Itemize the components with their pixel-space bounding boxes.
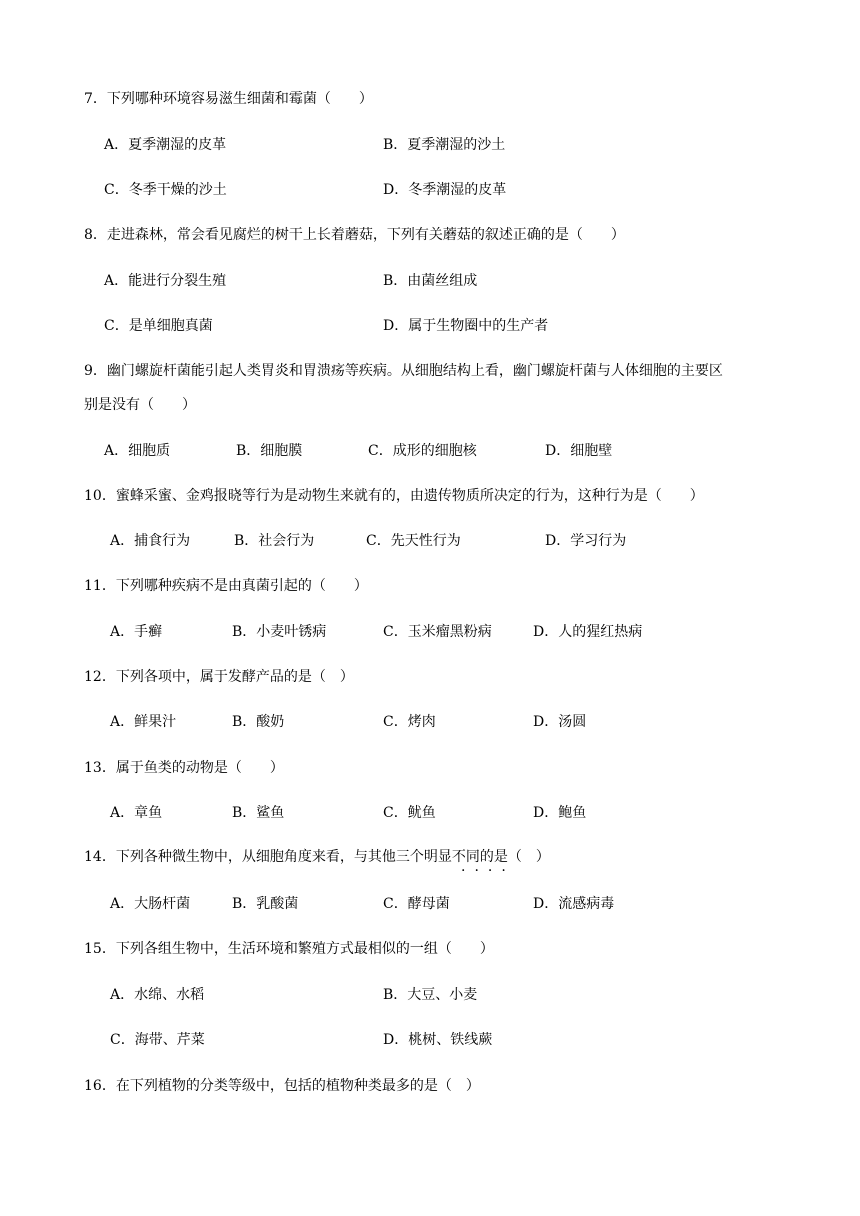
question-12-option-b: B．酸奶 [232, 714, 285, 730]
question-11-stem: 11．下列哪种疾病不是由真菌引起的（ ） [84, 578, 368, 594]
question-10-option-a: A．捕食行为 [110, 533, 191, 549]
question-9-stem-line2: 别是没有（ ） [84, 397, 196, 413]
question-10-option-b: B．社会行为 [234, 533, 315, 549]
question-15-option-d: D．桃树、铁线蕨 [383, 1032, 493, 1048]
question-13-option-a: A．章鱼 [110, 805, 163, 821]
question-12-option-d: D．汤圆 [533, 714, 587, 730]
question-14-option-a: A．大肠杆菌 [110, 896, 191, 912]
question-7-option-d: D．冬季潮湿的皮革 [383, 182, 507, 198]
question-11-option-c: C．玉米瘤黑粉病 [383, 624, 492, 640]
question-15-stem: 15．下列各组生物中，生活环境和繁殖方式最相似的一组（ ） [84, 941, 494, 957]
question-9-stem: 9．幽门螺旋杆菌能引起人类胃炎和胃溃疡等疾病。从细胞结构上看，幽门螺旋杆菌与人体细胞的主要区 [84, 363, 723, 379]
question-15-option-b: B．大豆、小麦 [383, 987, 478, 1003]
question-11-option-d: D．人的猩红热病 [533, 624, 643, 640]
question-10-stem: 10．蜜蜂采蜜、金鸡报晓等行为是动物生来就有的，由遗传物质所决定的行为，这种行为是（ ） [84, 488, 704, 504]
question-10-option-c: C．先天性行为 [366, 533, 461, 549]
question-8-stem: 8．走进森林，常会看见腐烂的树干上长着蘑菇，下列有关蘑菇的叙述正确的是（ ） [84, 227, 625, 243]
question-11-option-b: B．小麦叶锈病 [232, 624, 327, 640]
question-9-option-c: C．成形的细胞核 [368, 443, 477, 459]
question-14-option-d: D．流感病毒 [533, 896, 615, 912]
question-9-option-d: D．细胞壁 [545, 443, 613, 459]
question-7-option-c: C．冬季干燥的沙土 [104, 182, 227, 198]
question-12-option-c: C．烤肉 [383, 714, 436, 730]
question-15-option-c: C．海带、芹菜 [110, 1032, 205, 1048]
question-13-stem: 13．属于鱼类的动物是（ ） [84, 760, 284, 776]
question-10-option-d: D．学习行为 [545, 533, 627, 549]
question-8-option-c: C．是单细胞真菌 [104, 318, 213, 334]
question-9-option-b: B．细胞膜 [236, 443, 303, 459]
question-8-option-d: D．属于生物圈中的生产者 [383, 318, 549, 334]
emphasis-dots: ···· [461, 863, 515, 879]
question-14-option-c: C．酵母菌 [383, 896, 450, 912]
question-9-option-a: A．细胞质 [104, 443, 171, 459]
question-11-option-a: A．手癣 [110, 624, 163, 640]
question-12-stem: 12．下列各项中，属于发酵产品的是（ ） [84, 669, 354, 685]
question-12-option-a: A．鲜果汁 [110, 714, 177, 730]
question-15-option-a: A．水绵、水稻 [110, 987, 205, 1003]
question-16-stem: 16．在下列植物的分类等级中，包括的植物种类最多的是（ ） [84, 1078, 480, 1094]
question-14-option-b: B．乳酸菌 [232, 896, 299, 912]
question-13-option-d: D．鲍鱼 [533, 805, 587, 821]
question-13-option-c: C．鱿鱼 [383, 805, 436, 821]
question-8-option-a: A．能进行分裂生殖 [104, 273, 227, 289]
question-7-option-a: A．夏季潮湿的皮革 [104, 137, 227, 153]
question-8-option-b: B．由菌丝组成 [383, 273, 478, 289]
question-7-option-b: B．夏季潮湿的沙土 [383, 137, 506, 153]
question-13-option-b: B．鲨鱼 [232, 805, 285, 821]
question-7-stem: 7．下列哪种环境容易滋生细菌和霉菌（ ） [84, 91, 373, 107]
question-14-stem: 14．下列各种微生物中，从细胞角度来看，与其他三个明显不同的是（ ） [84, 849, 550, 865]
